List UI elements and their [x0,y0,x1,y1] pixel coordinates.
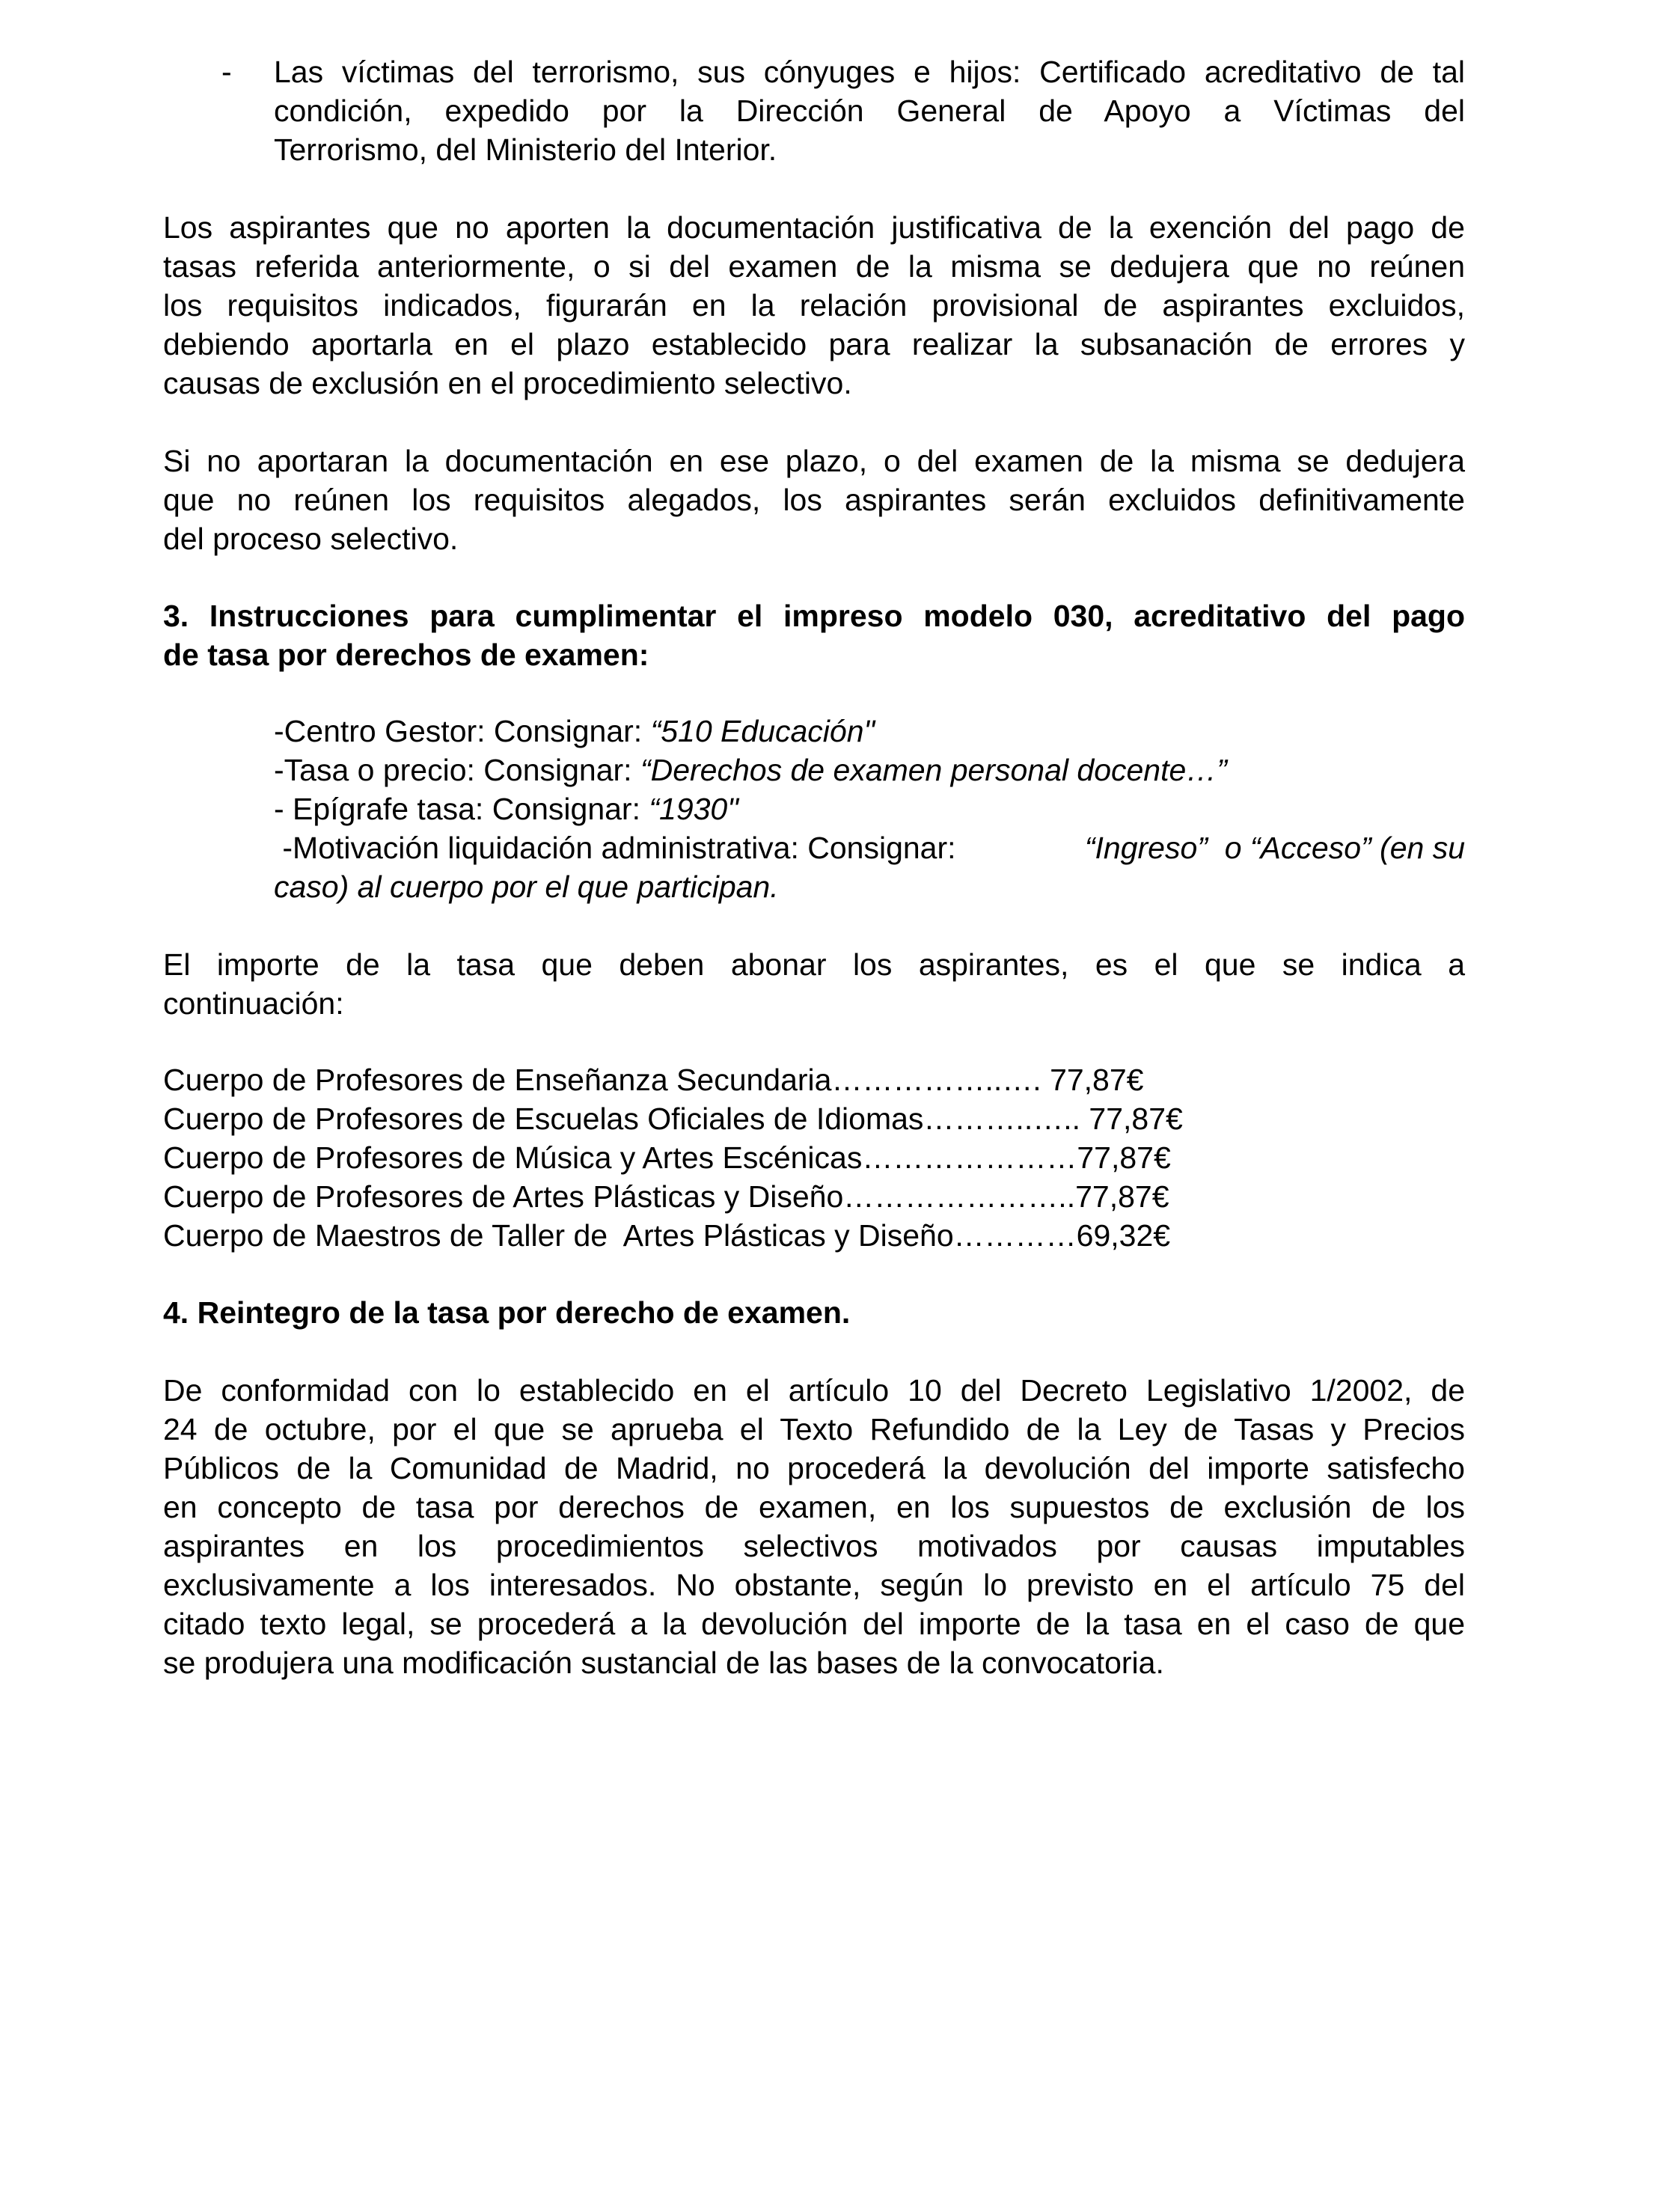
text-line: Terrorismo, del Ministerio del Interior. [274,132,777,167]
text-line: El importe de la tasa que deben abonar los aspirantes, es el que se indica a [163,947,1465,982]
fee-amount: .77,87€ [1066,1179,1169,1214]
text-line: aspirantes en los procedimientos selectivos motivados por causas imputables [163,1529,1465,1563]
fee-leader: ………… [953,1218,1077,1253]
fee-row [163,1099,1183,1138]
fee-amount: 77,87€ [1050,1063,1144,1097]
text-line: debiendo aportarla en el plazo establecido para realizar la subsanación de errores y [163,327,1465,361]
fee-leader: ……………..…. [831,1063,1050,1097]
instruction-value: “510 Educación" [650,714,875,748]
fee-leader: ………………… [862,1140,1077,1175]
instruction-label: -Centro Gestor: Consignar: [274,714,651,748]
instruction-label: -Motivación liquidación administrativa: Consignar: [274,831,964,865]
instruction-centro-gestor [274,712,1465,751]
fee-amount: 77,87€ [1089,1102,1183,1136]
instruction-value: “1930" [649,792,738,826]
fee-cuerpo: Cuerpo de Profesores de Artes Plásticas y Diseño [163,1179,844,1214]
text-line: Las víctimas del terrorismo, sus cónyuges e hijos: Certificado acreditativo de tal [274,55,1465,89]
fee-leader: …………………. [843,1179,1067,1214]
fee-cuerpo: Cuerpo de Maestros de Taller de Artes Plásticas y Diseño [163,1218,954,1253]
instruction-epigrafe [274,789,1465,828]
text-line: condición, expedido por la Dirección General de Apoyo a Víctimas del [274,94,1465,128]
instruction-continuation: caso) al cuerpo por el que participan. [274,870,779,904]
text-line: citado texto legal, se procederá a la devolución del importe de la tasa en el caso de que [163,1607,1465,1641]
text-line: Públicos de la Comunidad de Madrid, no procederá la devolución del importe satisfecho [163,1451,1465,1485]
fee-row [163,1060,1143,1099]
text-line: se produjera una modificación sustancial de las bases de la convocatoria. [163,1646,1164,1680]
text-line: del proceso selectivo. [163,522,459,556]
fee-cuerpo: Cuerpo de Profesores de Enseñanza Secundaria [163,1063,832,1097]
text-line: tasas referida anteriormente, o si del examen de la misma se dedujera que no reúnen [163,249,1465,284]
text-line: causas de exclusión en el procedimiento selectivo. [163,366,852,400]
instruction-tasa-precio [274,751,1465,789]
instruction-motivacion [274,828,1465,867]
text-line: Si no aportaran la documentación en ese plazo, o del examen de la misma se dedujera [163,444,1465,478]
fee-cuerpo: Cuerpo de Profesores de Música y Artes Escénicas [163,1140,863,1175]
fee-cuerpo: Cuerpo de Profesores de Escuelas Oficiales de Idiomas [163,1102,924,1136]
instruction-label: -Tasa o precio: Consignar: [274,753,640,787]
text-line: Los aspirantes que no aporten la documentación justificativa de la exención del pago de [163,210,1465,245]
text-line: 24 de octubre, por el que se aprueba el Texto Refundido de la Ley de Tasas y Precios [163,1412,1465,1446]
instruction-label: - Epígrafe tasa: Consignar: [274,792,649,826]
section-4-heading: 4. Reintegro de la tasa por derecho de examen. [163,1295,851,1330]
instruction-value: “Ingreso” o “Acceso” (en su [1084,831,1465,865]
text-line: exclusivamente a los interesados. No obstante, según lo previsto en el artículo 75 del [163,1568,1465,1602]
fee-amount: 69,32€ [1076,1218,1171,1253]
heading-line: 3. Instrucciones para cumplimentar el impreso modelo 030, acreditativo del pago [163,599,1465,633]
instruction-value: “Derechos de examen personal docente…” [640,753,1227,787]
bullet-dash: - [221,55,232,89]
fee-row [163,1216,1170,1255]
fee-row [163,1138,1171,1177]
text-line: continuación: [163,986,344,1021]
text-line: De conformidad con lo establecido en el artículo 10 del Decreto Legislativo 1/2002, de [163,1373,1465,1408]
text-line: en concepto de tasa por derechos de examen, en los supuestos de exclusión de los [163,1490,1465,1524]
text-line: los requisitos indicados, figurarán en la relación provisional de aspirantes excluidos, [163,288,1465,323]
fee-row [163,1177,1169,1216]
text-line: que no reúnen los requisitos alegados, los aspirantes serán excluidos definitivamente [163,483,1465,517]
heading-line: de tasa por derechos de examen: [163,638,649,672]
fee-leader: ………..….. [923,1102,1089,1136]
fee-amount: 77,87€ [1077,1140,1171,1175]
